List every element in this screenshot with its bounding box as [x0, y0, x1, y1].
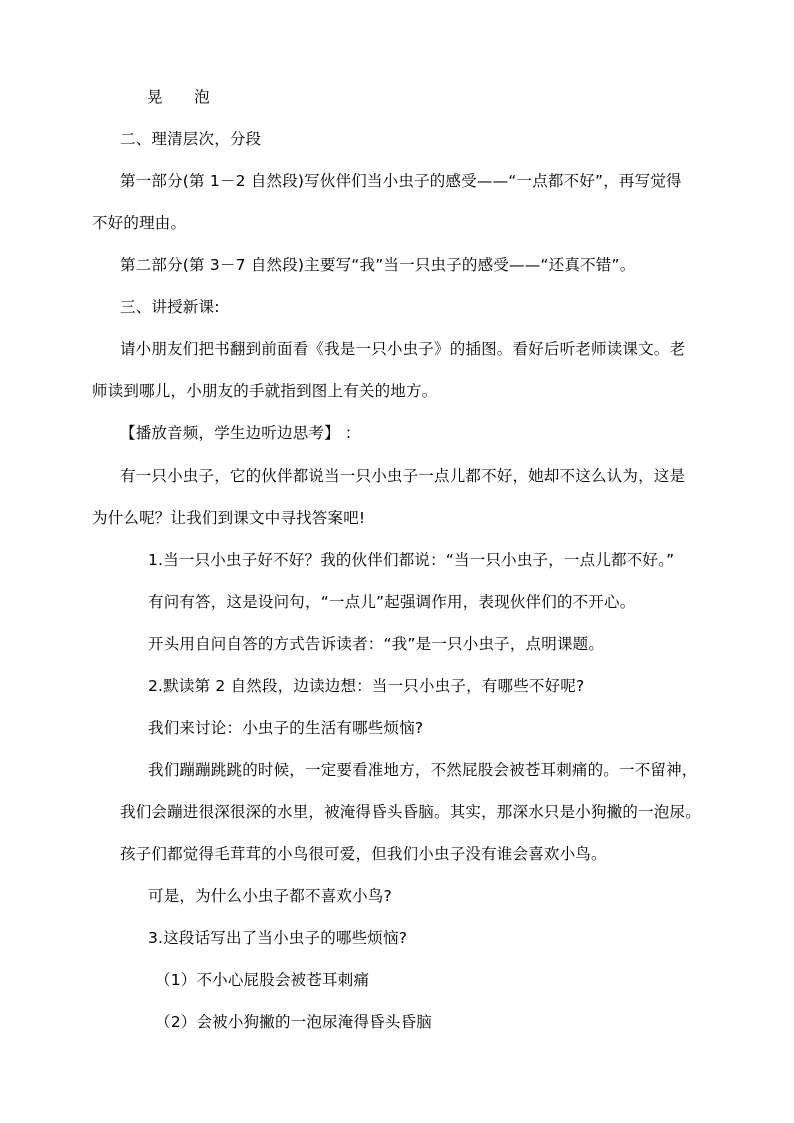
question-3: 3.这段话写出了当小虫子的哪些烦恼? — [148, 929, 408, 947]
text-line-fragment: 晃 泡 — [147, 88, 210, 106]
paragraph-line: 可是，为什么小虫子都不喜欢小鸟? — [148, 887, 392, 905]
paragraph-line: 我们蹦蹦跳跳的时候，一定要看准地方，不然屁股会被苍耳刺痛的。一不留神， — [148, 761, 698, 779]
section-heading-3: 三、讲授新课: — [120, 298, 220, 316]
question-2: 2.默读第 2 自然段，边读边想：当一只小虫子，有哪些不好呢? — [148, 677, 585, 695]
question-1: 1.当一只小虫子好不好？我的伙伴们都说：“当一只小虫子，一点儿都不好。” — [148, 551, 675, 569]
paragraph-line: 为什么呢？让我们到课文中寻找答案吧! — [92, 509, 366, 527]
audio-instruction: 【播放音频，学生边听边思考】 ： — [120, 424, 361, 442]
paragraph-line: 第二部分(第 3－7 自然段)主要写“我”当一只虫子的感受——“还真不错”。 — [120, 256, 636, 274]
paragraph-line: 请小朋友们把书翻到前面看《我是一只小虫子》的插图。看好后听老师读课文。老 — [120, 340, 686, 358]
paragraph-line: 有问有答，这是设问句，“一点儿”起强调作用，表现伙伴们的不开心。 — [148, 593, 636, 611]
paragraph-line: 我们会蹦进很深很深的水里，被淹得昏头昏脑。其实，那深水只是小狗撇的一泡尿。 — [120, 803, 701, 821]
paragraph-line: 开头用自问自答的方式告诉读者：“我”是一只小虫子，点明课题。 — [148, 635, 605, 653]
section-heading-2: 二、理清层次，分段 — [120, 130, 262, 148]
paragraph-line: 不好的理由。 — [92, 214, 187, 232]
paragraph-line: 有一只小虫子，它的伙伴都说当一只小虫子一点儿都不好，她却不这么认为，这是 — [120, 467, 686, 485]
list-item: （2）会被小狗撇的一泡尿淹得昏头昏脑 — [155, 1013, 432, 1031]
paragraph-line: 我们来讨论：小虫子的生活有哪些烦恼? — [148, 719, 424, 737]
list-item: （1）不小心屁股会被苍耳刺痛 — [155, 971, 370, 989]
paragraph-line: 孩子们都觉得毛茸茸的小鸟很可爱，但我们小虫子没有谁会喜欢小鸟。 — [120, 845, 607, 863]
paragraph-line: 第一部分(第 1－2 自然段)写伙伴们当小虫子的感受——“一点都不好”，再写觉得 — [120, 172, 682, 190]
paragraph-line: 师读到哪儿，小朋友的手就指到图上有关的地方。 — [92, 382, 438, 400]
